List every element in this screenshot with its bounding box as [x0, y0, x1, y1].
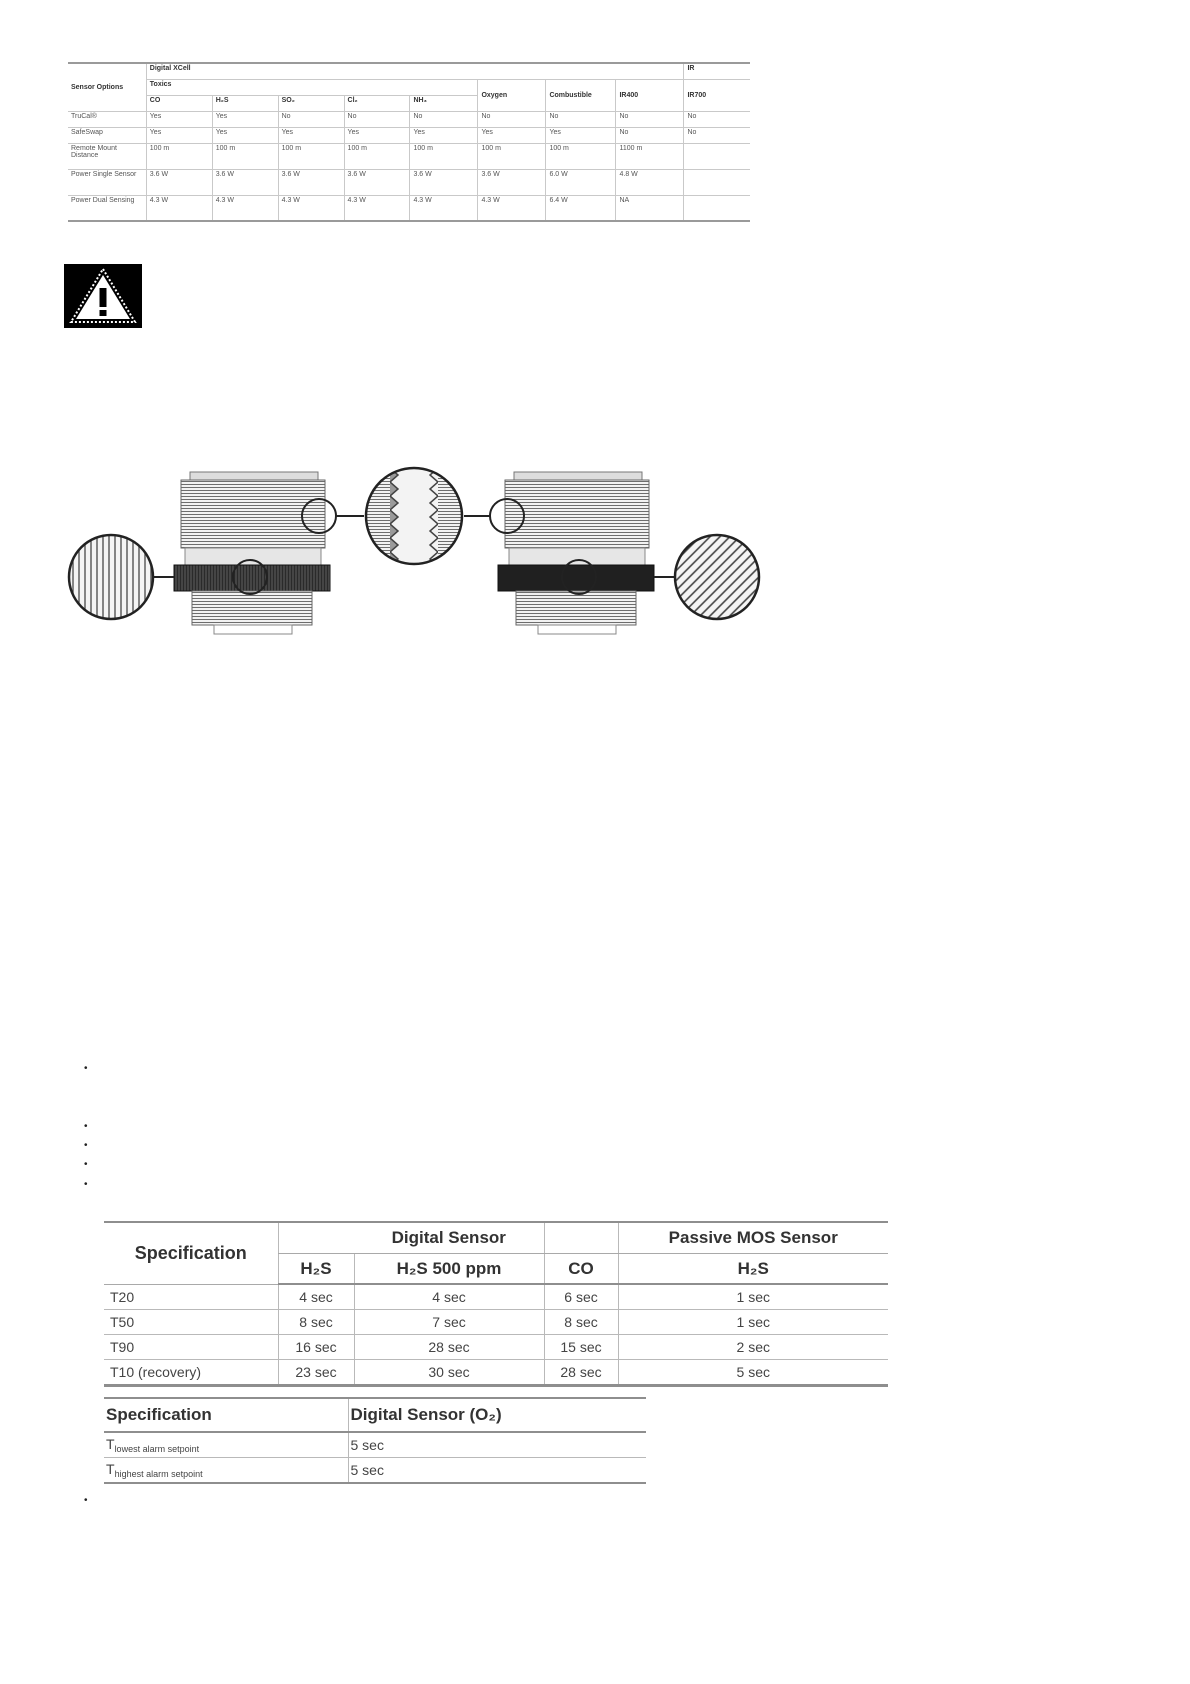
- passive-mos-header: Passive MOS Sensor: [618, 1222, 888, 1254]
- cell: 4.3 W: [410, 195, 478, 221]
- cell: 5 sec: [618, 1360, 888, 1386]
- spec-header: Specification: [104, 1398, 348, 1432]
- col-header: IR400: [616, 79, 684, 111]
- cell: NA: [616, 195, 684, 221]
- table-row: [104, 1360, 888, 1386]
- col-header: Cl₂: [344, 95, 410, 111]
- cell: No: [410, 111, 478, 127]
- response-time-table: [104, 1221, 888, 1387]
- cell: 4 sec: [278, 1284, 354, 1310]
- cell: Yes: [546, 127, 616, 143]
- cell: 100 m: [410, 143, 478, 169]
- sensor-thread-diagram: [64, 465, 824, 655]
- cell: 3.6 W: [278, 169, 344, 195]
- cell: 4 sec: [354, 1284, 544, 1310]
- cell: 6.4 W: [546, 195, 616, 221]
- cell: No: [478, 111, 546, 127]
- cell: 1100 m: [616, 143, 684, 169]
- sensor-options-table: [68, 62, 750, 222]
- cell: No: [616, 111, 684, 127]
- cell: 100 m: [546, 143, 616, 169]
- cell: No: [344, 111, 410, 127]
- row-label: Power Dual Sensing: [68, 195, 146, 221]
- table-row: [104, 1310, 888, 1335]
- cell: 4.3 W: [212, 195, 278, 221]
- cell: 6.0 W: [546, 169, 616, 195]
- col-header: SO₂: [278, 95, 344, 111]
- cell: 16 sec: [278, 1335, 354, 1360]
- row-label: T90: [104, 1335, 278, 1360]
- cell: No: [546, 111, 616, 127]
- cell: No: [684, 111, 750, 127]
- row-label: TruCal®: [68, 111, 146, 127]
- table-row: [68, 169, 750, 195]
- bullet: •: [84, 1159, 88, 1170]
- cell: 4.3 W: [344, 195, 410, 221]
- row-label: $T_{highest alarm setpoint}$: [104, 1458, 348, 1484]
- knurl-detail-vertical: [69, 535, 153, 619]
- table-row: [68, 195, 750, 221]
- left-sensor: [174, 472, 330, 634]
- digital-sensor-header: Digital Sensor: [354, 1222, 544, 1254]
- cell: 5 sec: [348, 1432, 646, 1458]
- cell: 7 sec: [354, 1310, 544, 1335]
- table-row: [104, 1432, 646, 1458]
- row-header-label: Sensor Options: [68, 63, 146, 111]
- bullet: •: [84, 1121, 88, 1132]
- cell: 3.6 W: [410, 169, 478, 195]
- cell: Yes: [212, 111, 278, 127]
- table-row: [68, 143, 750, 169]
- cell: 8 sec: [278, 1310, 354, 1335]
- o2-column-header: Digital Sensor (O₂): [348, 1398, 646, 1432]
- o2-response-table: [104, 1397, 646, 1484]
- cell: 3.6 W: [344, 169, 410, 195]
- cell: 100 m: [146, 143, 212, 169]
- bullet: •: [84, 1063, 88, 1074]
- spec-header: Specification: [104, 1222, 278, 1284]
- cell: Yes: [410, 127, 478, 143]
- row-label: T50: [104, 1310, 278, 1335]
- cell: 100 m: [478, 143, 546, 169]
- cell: 6 sec: [544, 1284, 618, 1310]
- cell: 3.6 W: [146, 169, 212, 195]
- cell: 3.6 W: [212, 169, 278, 195]
- cell: Yes: [146, 111, 212, 127]
- table-row: [104, 1335, 888, 1360]
- cell: 4.8 W: [616, 169, 684, 195]
- row-label: $T_{lowest alarm setpoint}$: [104, 1432, 348, 1458]
- cell: 4.3 W: [278, 195, 344, 221]
- cell: 15 sec: [544, 1335, 618, 1360]
- cell: No: [684, 127, 750, 143]
- cell: 5 sec: [348, 1458, 646, 1484]
- table-row: [68, 111, 750, 127]
- group-ir: IR: [684, 63, 750, 79]
- row-label: Remote Mount Distance: [68, 143, 146, 169]
- cell: 4.3 W: [478, 195, 546, 221]
- group-toxics: Toxics: [146, 79, 478, 95]
- cell: Yes: [278, 127, 344, 143]
- warning-icon: [64, 264, 142, 328]
- cell: 28 sec: [544, 1360, 618, 1386]
- row-label: T10 (recovery): [104, 1360, 278, 1386]
- col-header: Combustible: [546, 79, 616, 111]
- col-header: NH₃: [410, 95, 478, 111]
- knurl-detail-diagonal: [675, 535, 759, 619]
- table-row: [68, 127, 750, 143]
- cell: 23 sec: [278, 1360, 354, 1386]
- cell: 100 m: [344, 143, 410, 169]
- row-label: SafeSwap: [68, 127, 146, 143]
- cell: Yes: [212, 127, 278, 143]
- bullet: •: [84, 1140, 88, 1151]
- col-header: CO: [146, 95, 212, 111]
- bullet: •: [84, 1179, 88, 1190]
- cell: 100 m: [212, 143, 278, 169]
- cell: Yes: [478, 127, 546, 143]
- cell: 8 sec: [544, 1310, 618, 1335]
- cell: [684, 169, 750, 195]
- cell: Yes: [344, 127, 410, 143]
- group-digital-xcell: Digital XCell: [146, 63, 684, 79]
- col-header: H₂S: [278, 1254, 354, 1285]
- col-header: H₂S 500 ppm: [354, 1254, 544, 1285]
- cell: 2 sec: [618, 1335, 888, 1360]
- cell: 1 sec: [618, 1284, 888, 1310]
- row-label: T20: [104, 1284, 278, 1310]
- cell: No: [616, 127, 684, 143]
- bullet: •: [84, 1495, 88, 1506]
- col-header: CO: [544, 1254, 618, 1285]
- right-sensor: [498, 472, 654, 634]
- cell: [684, 143, 750, 169]
- row-label: Power Single Sensor: [68, 169, 146, 195]
- thread-detail: [366, 465, 464, 575]
- col-header: H₂S: [212, 95, 278, 111]
- cell: 4.3 W: [146, 195, 212, 221]
- col-header: H₂S: [618, 1254, 888, 1285]
- cell: 100 m: [278, 143, 344, 169]
- table-row: [104, 1458, 646, 1484]
- col-header: Oxygen: [478, 79, 546, 111]
- col-header: IR700: [684, 79, 750, 111]
- cell: 30 sec: [354, 1360, 544, 1386]
- cell: 28 sec: [354, 1335, 544, 1360]
- cell: 3.6 W: [478, 169, 546, 195]
- cell: No: [278, 111, 344, 127]
- cell: 1 sec: [618, 1310, 888, 1335]
- cell: Yes: [146, 127, 212, 143]
- table-row: [104, 1284, 888, 1310]
- cell: [684, 195, 750, 221]
